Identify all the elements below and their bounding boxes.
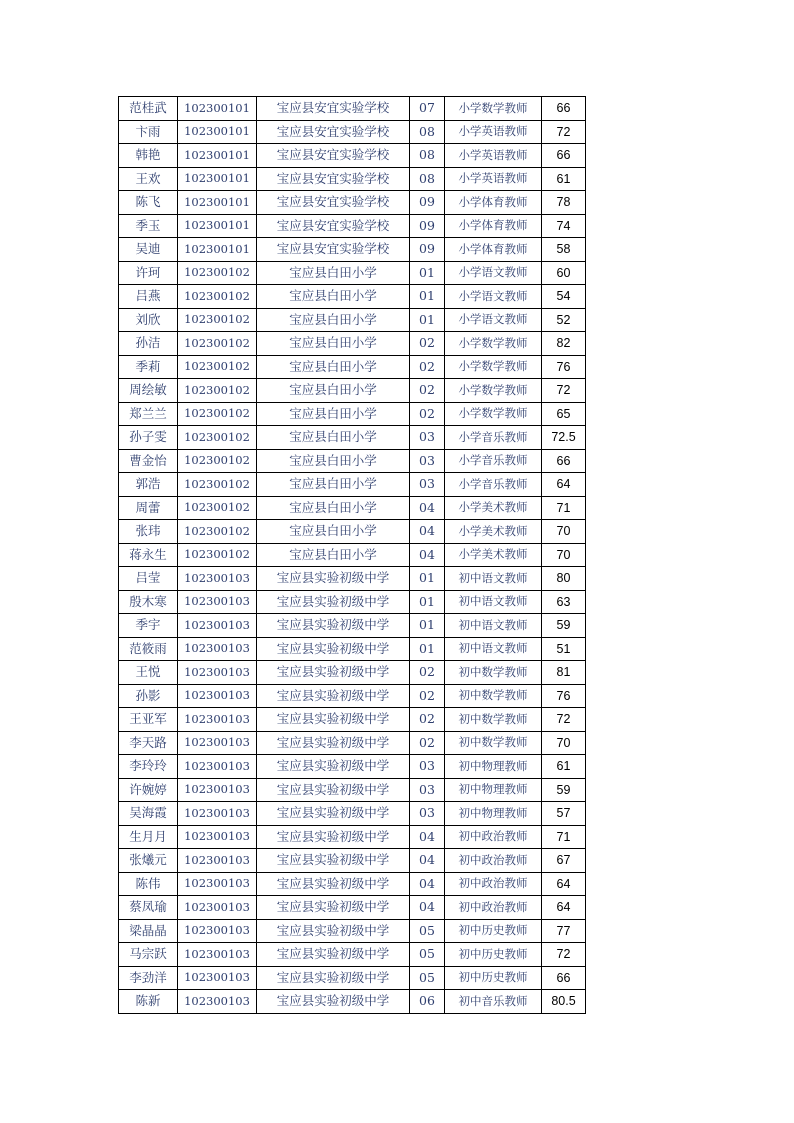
unit-code-cell: 102300103 — [178, 966, 257, 990]
candidate-name-cell: 陈新 — [119, 990, 178, 1014]
position-name-cell: 小学英语教师 — [445, 120, 542, 144]
position-name-cell: 初中政治教师 — [445, 825, 542, 849]
score-cell: 64 — [542, 473, 586, 497]
table-row — [119, 778, 586, 802]
school-name-cell: 宝应县白田小学 — [257, 261, 410, 285]
school-name-cell: 宝应县实验初级中学 — [257, 778, 410, 802]
table-row — [119, 379, 586, 403]
table-row — [119, 120, 586, 144]
unit-code-cell: 102300102 — [178, 355, 257, 379]
table-row — [119, 966, 586, 990]
position-code-cell: 01 — [410, 637, 445, 661]
school-name-cell: 宝应县安宜实验学校 — [257, 167, 410, 191]
school-name-cell: 宝应县实验初级中学 — [257, 802, 410, 826]
position-code-cell: 07 — [410, 97, 445, 121]
position-code-cell: 03 — [410, 449, 445, 473]
position-code-cell: 09 — [410, 214, 445, 238]
position-name-cell: 小学音乐教师 — [445, 449, 542, 473]
candidate-name-cell: 王亚军 — [119, 708, 178, 732]
candidate-name-cell: 张爔元 — [119, 849, 178, 873]
school-name-cell: 宝应县安宜实验学校 — [257, 214, 410, 238]
candidate-name-cell: 梁晶晶 — [119, 919, 178, 943]
unit-code-cell: 102300102 — [178, 402, 257, 426]
position-code-cell: 04 — [410, 496, 445, 520]
score-cell: 66 — [542, 449, 586, 473]
candidate-name-cell: 周蕾 — [119, 496, 178, 520]
score-cell: 72 — [542, 943, 586, 967]
position-name-cell: 小学语文教师 — [445, 261, 542, 285]
score-cell: 58 — [542, 238, 586, 262]
score-cell: 57 — [542, 802, 586, 826]
school-name-cell: 宝应县实验初级中学 — [257, 755, 410, 779]
unit-code-cell: 102300103 — [178, 849, 257, 873]
position-code-cell: 02 — [410, 379, 445, 403]
table-row — [119, 943, 586, 967]
unit-code-cell: 102300103 — [178, 755, 257, 779]
unit-code-cell: 102300103 — [178, 990, 257, 1014]
school-name-cell: 宝应县安宜实验学校 — [257, 120, 410, 144]
candidate-name-cell: 李玲玲 — [119, 755, 178, 779]
table-row — [119, 426, 586, 450]
school-name-cell: 宝应县实验初级中学 — [257, 567, 410, 591]
score-cell: 80.5 — [542, 990, 586, 1014]
candidate-name-cell: 刘欣 — [119, 308, 178, 332]
candidate-name-cell: 季莉 — [119, 355, 178, 379]
school-name-cell: 宝应县白田小学 — [257, 449, 410, 473]
candidate-name-cell: 殷木寒 — [119, 590, 178, 614]
school-name-cell: 宝应县安宜实验学校 — [257, 191, 410, 215]
position-code-cell: 08 — [410, 167, 445, 191]
position-code-cell: 06 — [410, 990, 445, 1014]
position-code-cell: 04 — [410, 825, 445, 849]
position-code-cell: 05 — [410, 943, 445, 967]
table-row — [119, 825, 586, 849]
candidate-name-cell: 吴海霞 — [119, 802, 178, 826]
unit-code-cell: 102300102 — [178, 332, 257, 356]
position-name-cell: 小学数学教师 — [445, 97, 542, 121]
position-code-cell: 09 — [410, 238, 445, 262]
score-cell: 80 — [542, 567, 586, 591]
school-name-cell: 宝应县白田小学 — [257, 308, 410, 332]
candidate-name-cell: 吴迪 — [119, 238, 178, 262]
candidate-name-cell: 孙影 — [119, 684, 178, 708]
score-cell: 70 — [542, 731, 586, 755]
score-cell: 81 — [542, 661, 586, 685]
position-name-cell: 小学语文教师 — [445, 308, 542, 332]
score-cell: 66 — [542, 97, 586, 121]
position-code-cell: 01 — [410, 567, 445, 591]
position-code-cell: 09 — [410, 191, 445, 215]
table-row — [119, 872, 586, 896]
unit-code-cell: 102300103 — [178, 802, 257, 826]
position-code-cell: 02 — [410, 402, 445, 426]
position-name-cell: 小学体育教师 — [445, 238, 542, 262]
table-row — [119, 661, 586, 685]
school-name-cell: 宝应县白田小学 — [257, 543, 410, 567]
school-name-cell: 宝应县白田小学 — [257, 379, 410, 403]
table-body — [119, 97, 586, 1014]
unit-code-cell: 102300102 — [178, 379, 257, 403]
table-row — [119, 567, 586, 591]
candidate-name-cell: 马宗跃 — [119, 943, 178, 967]
score-cell: 72 — [542, 708, 586, 732]
unit-code-cell: 102300101 — [178, 120, 257, 144]
candidate-name-cell: 生月月 — [119, 825, 178, 849]
table-row — [119, 355, 586, 379]
position-name-cell: 初中物理教师 — [445, 755, 542, 779]
unit-code-cell: 102300103 — [178, 590, 257, 614]
candidate-name-cell: 季玉 — [119, 214, 178, 238]
position-name-cell: 初中音乐教师 — [445, 990, 542, 1014]
unit-code-cell: 102300103 — [178, 896, 257, 920]
position-name-cell: 小学数学教师 — [445, 402, 542, 426]
position-name-cell: 小学美术教师 — [445, 543, 542, 567]
unit-code-cell: 102300101 — [178, 238, 257, 262]
unit-code-cell: 102300102 — [178, 261, 257, 285]
table-row — [119, 402, 586, 426]
candidate-name-cell: 范筱雨 — [119, 637, 178, 661]
score-cell: 76 — [542, 355, 586, 379]
position-code-cell: 02 — [410, 684, 445, 708]
score-cell: 52 — [542, 308, 586, 332]
position-name-cell: 初中语文教师 — [445, 614, 542, 638]
unit-code-cell: 102300103 — [178, 872, 257, 896]
score-cell: 59 — [542, 614, 586, 638]
candidate-name-cell: 蔡凤瑜 — [119, 896, 178, 920]
position-name-cell: 小学美术教师 — [445, 520, 542, 544]
table-row — [119, 191, 586, 215]
score-cell: 71 — [542, 825, 586, 849]
position-code-cell: 01 — [410, 261, 445, 285]
candidate-name-cell: 曹金怡 — [119, 449, 178, 473]
position-code-cell: 05 — [410, 919, 445, 943]
position-name-cell: 小学英语教师 — [445, 144, 542, 168]
position-code-cell: 02 — [410, 661, 445, 685]
position-name-cell: 小学英语教师 — [445, 167, 542, 191]
table-row — [119, 332, 586, 356]
unit-code-cell: 102300103 — [178, 943, 257, 967]
school-name-cell: 宝应县白田小学 — [257, 402, 410, 426]
position-code-cell: 03 — [410, 473, 445, 497]
score-cell: 74 — [542, 214, 586, 238]
position-name-cell: 初中语文教师 — [445, 637, 542, 661]
table-row — [119, 520, 586, 544]
table-row — [119, 308, 586, 332]
table-row — [119, 449, 586, 473]
table-row — [119, 167, 586, 191]
unit-code-cell: 102300102 — [178, 426, 257, 450]
school-name-cell: 宝应县实验初级中学 — [257, 708, 410, 732]
unit-code-cell: 102300103 — [178, 614, 257, 638]
school-name-cell: 宝应县白田小学 — [257, 426, 410, 450]
table-row — [119, 144, 586, 168]
position-name-cell: 初中数学教师 — [445, 661, 542, 685]
school-name-cell: 宝应县安宜实验学校 — [257, 97, 410, 121]
position-code-cell: 05 — [410, 966, 445, 990]
unit-code-cell: 102300102 — [178, 473, 257, 497]
table-row — [119, 97, 586, 121]
school-name-cell: 宝应县白田小学 — [257, 332, 410, 356]
score-cell: 54 — [542, 285, 586, 309]
school-name-cell: 宝应县白田小学 — [257, 355, 410, 379]
position-code-cell: 03 — [410, 426, 445, 450]
unit-code-cell: 102300103 — [178, 731, 257, 755]
candidate-name-cell: 张玮 — [119, 520, 178, 544]
position-name-cell: 小学音乐教师 — [445, 426, 542, 450]
position-name-cell: 小学体育教师 — [445, 191, 542, 215]
candidate-name-cell: 吕莹 — [119, 567, 178, 591]
unit-code-cell: 102300103 — [178, 637, 257, 661]
table-row — [119, 802, 586, 826]
table-row — [119, 919, 586, 943]
unit-code-cell: 102300102 — [178, 496, 257, 520]
table-row — [119, 614, 586, 638]
school-name-cell: 宝应县实验初级中学 — [257, 943, 410, 967]
candidate-name-cell: 王悦 — [119, 661, 178, 685]
score-cell: 59 — [542, 778, 586, 802]
candidate-name-cell: 许珂 — [119, 261, 178, 285]
school-name-cell: 宝应县实验初级中学 — [257, 966, 410, 990]
unit-code-cell: 102300101 — [178, 214, 257, 238]
table-row — [119, 755, 586, 779]
position-name-cell: 初中历史教师 — [445, 943, 542, 967]
score-cell: 64 — [542, 872, 586, 896]
table-row — [119, 990, 586, 1014]
position-name-cell: 小学数学教师 — [445, 379, 542, 403]
position-name-cell: 初中语文教师 — [445, 590, 542, 614]
score-cell: 76 — [542, 684, 586, 708]
unit-code-cell: 102300102 — [178, 449, 257, 473]
position-code-cell: 03 — [410, 778, 445, 802]
candidate-name-cell: 李劲洋 — [119, 966, 178, 990]
score-cell: 66 — [542, 144, 586, 168]
candidate-name-cell: 孙子雯 — [119, 426, 178, 450]
candidate-name-cell: 韩艳 — [119, 144, 178, 168]
position-code-cell: 03 — [410, 755, 445, 779]
candidate-name-cell: 吕燕 — [119, 285, 178, 309]
unit-code-cell: 102300103 — [178, 708, 257, 732]
table-row — [119, 261, 586, 285]
position-name-cell: 初中物理教师 — [445, 778, 542, 802]
score-cell: 70 — [542, 543, 586, 567]
candidate-name-cell: 蒋永生 — [119, 543, 178, 567]
table-row — [119, 637, 586, 661]
school-name-cell: 宝应县实验初级中学 — [257, 849, 410, 873]
score-cell: 51 — [542, 637, 586, 661]
position-name-cell: 初中数学教师 — [445, 731, 542, 755]
score-cell: 72 — [542, 120, 586, 144]
unit-code-cell: 102300102 — [178, 308, 257, 332]
school-name-cell: 宝应县白田小学 — [257, 285, 410, 309]
score-cell: 61 — [542, 755, 586, 779]
position-code-cell: 01 — [410, 590, 445, 614]
unit-code-cell: 102300101 — [178, 144, 257, 168]
school-name-cell: 宝应县白田小学 — [257, 496, 410, 520]
school-name-cell: 宝应县安宜实验学校 — [257, 144, 410, 168]
position-name-cell: 小学数学教师 — [445, 355, 542, 379]
unit-code-cell: 102300103 — [178, 567, 257, 591]
position-name-cell: 初中物理教师 — [445, 802, 542, 826]
candidate-name-cell: 卞雨 — [119, 120, 178, 144]
position-code-cell: 02 — [410, 332, 445, 356]
candidate-name-cell: 许婉婷 — [119, 778, 178, 802]
score-cell: 60 — [542, 261, 586, 285]
unit-code-cell: 102300101 — [178, 167, 257, 191]
position-code-cell: 04 — [410, 872, 445, 896]
position-code-cell: 04 — [410, 849, 445, 873]
table-row — [119, 285, 586, 309]
position-code-cell: 01 — [410, 308, 445, 332]
position-name-cell: 初中政治教师 — [445, 896, 542, 920]
table-row — [119, 496, 586, 520]
position-code-cell: 02 — [410, 355, 445, 379]
candidate-name-cell: 陈飞 — [119, 191, 178, 215]
school-name-cell: 宝应县实验初级中学 — [257, 684, 410, 708]
table-row — [119, 684, 586, 708]
unit-code-cell: 102300102 — [178, 520, 257, 544]
position-name-cell: 初中数学教师 — [445, 708, 542, 732]
school-name-cell: 宝应县实验初级中学 — [257, 896, 410, 920]
school-name-cell: 宝应县实验初级中学 — [257, 637, 410, 661]
position-code-cell: 08 — [410, 144, 445, 168]
school-name-cell: 宝应县实验初级中学 — [257, 731, 410, 755]
school-name-cell: 宝应县实验初级中学 — [257, 919, 410, 943]
score-table — [118, 96, 586, 1014]
unit-code-cell: 102300101 — [178, 191, 257, 215]
score-cell: 61 — [542, 167, 586, 191]
position-name-cell: 初中语文教师 — [445, 567, 542, 591]
unit-code-cell: 102300102 — [178, 543, 257, 567]
score-cell: 64 — [542, 896, 586, 920]
candidate-name-cell: 陈伟 — [119, 872, 178, 896]
candidate-name-cell: 周绘敏 — [119, 379, 178, 403]
position-code-cell: 04 — [410, 896, 445, 920]
score-cell: 77 — [542, 919, 586, 943]
candidate-name-cell: 郭浩 — [119, 473, 178, 497]
score-cell: 66 — [542, 966, 586, 990]
school-name-cell: 宝应县白田小学 — [257, 520, 410, 544]
position-name-cell: 初中政治教师 — [445, 872, 542, 896]
candidate-name-cell: 郑兰兰 — [119, 402, 178, 426]
position-code-cell: 01 — [410, 614, 445, 638]
candidate-name-cell: 孙洁 — [119, 332, 178, 356]
unit-code-cell: 102300103 — [178, 778, 257, 802]
table-row — [119, 238, 586, 262]
school-name-cell: 宝应县实验初级中学 — [257, 990, 410, 1014]
position-code-cell: 02 — [410, 708, 445, 732]
position-code-cell: 04 — [410, 520, 445, 544]
position-name-cell: 初中历史教师 — [445, 966, 542, 990]
position-name-cell: 小学语文教师 — [445, 285, 542, 309]
position-name-cell: 小学音乐教师 — [445, 473, 542, 497]
unit-code-cell: 102300103 — [178, 661, 257, 685]
unit-code-cell: 102300102 — [178, 285, 257, 309]
table-row — [119, 849, 586, 873]
unit-code-cell: 102300103 — [178, 825, 257, 849]
position-code-cell: 02 — [410, 731, 445, 755]
position-name-cell: 初中数学教师 — [445, 684, 542, 708]
school-name-cell: 宝应县白田小学 — [257, 473, 410, 497]
candidate-name-cell: 季宇 — [119, 614, 178, 638]
unit-code-cell: 102300103 — [178, 919, 257, 943]
school-name-cell: 宝应县安宜实验学校 — [257, 238, 410, 262]
position-code-cell: 04 — [410, 543, 445, 567]
position-name-cell: 小学美术教师 — [445, 496, 542, 520]
position-code-cell: 01 — [410, 285, 445, 309]
position-code-cell: 03 — [410, 802, 445, 826]
table-row — [119, 708, 586, 732]
position-name-cell: 小学体育教师 — [445, 214, 542, 238]
school-name-cell: 宝应县实验初级中学 — [257, 825, 410, 849]
school-name-cell: 宝应县实验初级中学 — [257, 590, 410, 614]
table-row — [119, 896, 586, 920]
candidate-name-cell: 范桂武 — [119, 97, 178, 121]
unit-code-cell: 102300101 — [178, 97, 257, 121]
candidate-name-cell: 李天路 — [119, 731, 178, 755]
score-cell: 72 — [542, 379, 586, 403]
table-row — [119, 543, 586, 567]
table-row — [119, 731, 586, 755]
school-name-cell: 宝应县实验初级中学 — [257, 661, 410, 685]
position-name-cell: 初中政治教师 — [445, 849, 542, 873]
table-row — [119, 214, 586, 238]
score-cell: 71 — [542, 496, 586, 520]
score-cell: 70 — [542, 520, 586, 544]
score-cell: 72.5 — [542, 426, 586, 450]
school-name-cell: 宝应县实验初级中学 — [257, 872, 410, 896]
unit-code-cell: 102300103 — [178, 684, 257, 708]
score-cell: 63 — [542, 590, 586, 614]
table-row — [119, 590, 586, 614]
score-cell: 78 — [542, 191, 586, 215]
score-cell: 65 — [542, 402, 586, 426]
position-name-cell: 初中历史教师 — [445, 919, 542, 943]
candidate-name-cell: 王欢 — [119, 167, 178, 191]
score-cell: 67 — [542, 849, 586, 873]
score-cell: 82 — [542, 332, 586, 356]
position-code-cell: 08 — [410, 120, 445, 144]
school-name-cell: 宝应县实验初级中学 — [257, 614, 410, 638]
position-name-cell: 小学数学教师 — [445, 332, 542, 356]
table-row — [119, 473, 586, 497]
